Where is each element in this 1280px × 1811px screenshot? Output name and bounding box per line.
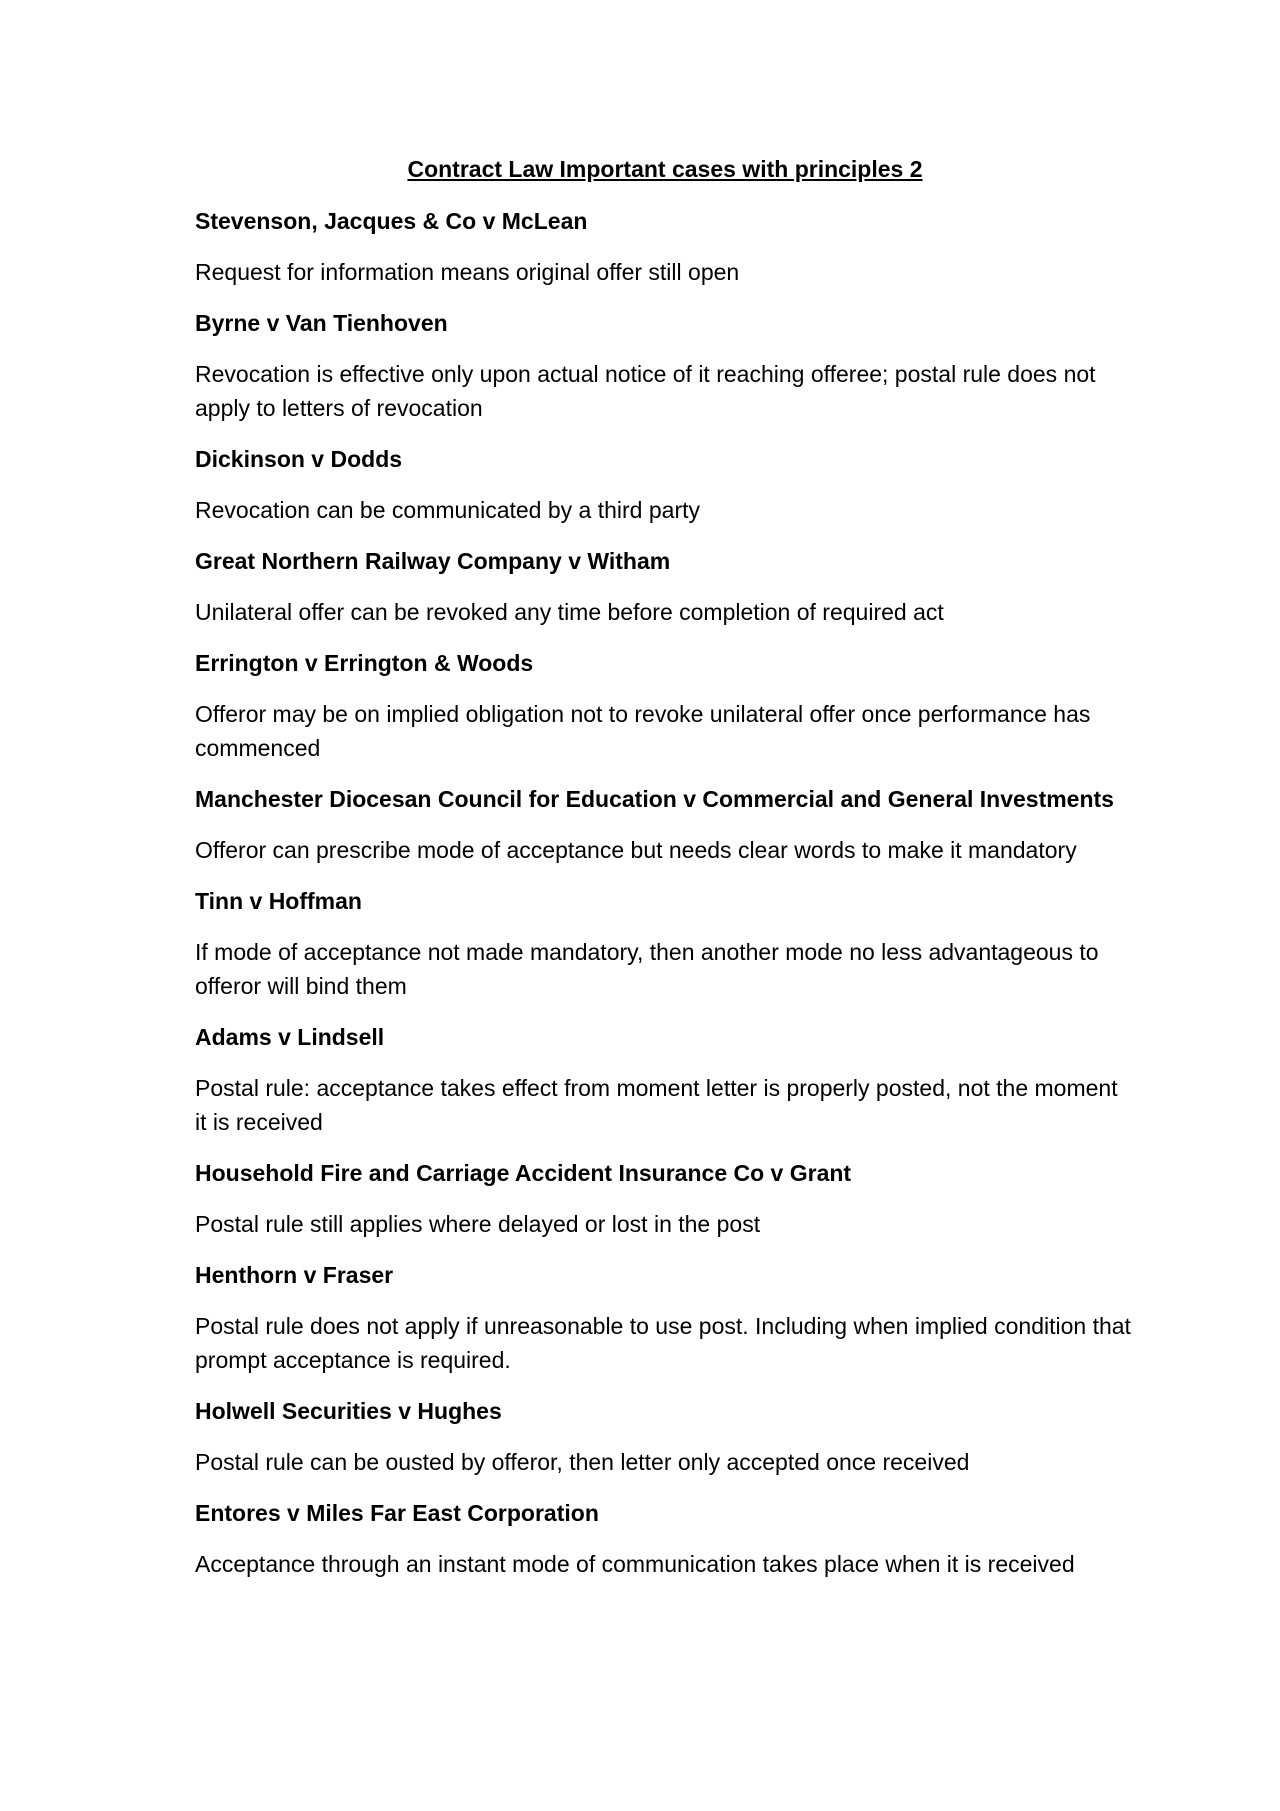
case-principle: Postal rule still applies where delayed or lost in the post	[195, 1211, 761, 1237]
case-entry	[195, 1496, 1135, 1581]
case-entry	[195, 1258, 1135, 1377]
case-name: Adams v Lindsell	[195, 1024, 385, 1050]
case-name: Byrne v Van Tienhoven	[195, 310, 448, 336]
case-name: Great Northern Railway Company v Witham	[195, 548, 671, 574]
case-principle: Revocation can be communicated by a third party	[195, 497, 700, 523]
case-principle: If mode of acceptance not made mandatory, then another mode no less advantageous to offeror will bind them	[195, 939, 1099, 999]
case-entry	[195, 1020, 1135, 1139]
case-principle: Revocation is effective only upon actual notice of it reaching offeree; postal rule does not apply to letters of revocation	[195, 361, 1096, 421]
document-body	[195, 152, 1135, 1598]
case-entry	[195, 646, 1135, 765]
case-name: Dickinson v Dodds	[195, 446, 403, 472]
case-name: Tinn v Hoffman	[195, 888, 362, 914]
document-title: Contract Law Important cases with principles 2	[407, 156, 923, 182]
case-name: Henthorn v Fraser	[195, 1262, 394, 1288]
case-entry	[195, 306, 1135, 425]
case-name: Errington v Errington & Woods	[195, 650, 534, 676]
case-principle: Acceptance through an instant mode of communication takes place when it is received	[195, 1551, 1075, 1577]
case-principle: Offeror may be on implied obligation not to revoke unilateral offer once performance has commenced	[195, 701, 1091, 761]
case-entry	[195, 544, 1135, 629]
case-principle: Request for information means original offer still open	[195, 259, 740, 285]
case-principle: Postal rule can be ousted by offeror, then letter only accepted once received	[195, 1449, 970, 1475]
case-principle: Unilateral offer can be revoked any time before completion of required act	[195, 599, 944, 625]
case-entry	[195, 1156, 1135, 1241]
case-name: Entores v Miles Far East Corporation	[195, 1500, 599, 1526]
case-principle: Offeror can prescribe mode of acceptance but needs clear words to make it mandatory	[195, 837, 1077, 863]
case-name: Household Fire and Carriage Accident Insurance Co v Grant	[195, 1160, 852, 1186]
case-entry	[195, 442, 1135, 527]
case-principle: Postal rule: acceptance takes effect from moment letter is properly posted, not the moment it is received	[195, 1075, 1118, 1135]
case-entry	[195, 204, 1135, 289]
case-name: Holwell Securities v Hughes	[195, 1398, 502, 1424]
case-entry	[195, 782, 1135, 867]
case-principle: Postal rule does not apply if unreasonable to use post. Including when implied condition that prompt acceptance is required.	[195, 1313, 1131, 1373]
case-name: Stevenson, Jacques & Co v McLean	[195, 208, 588, 234]
case-entry	[195, 884, 1135, 1003]
case-name: Manchester Diocesan Council for Education v Commercial and General Investments	[195, 786, 1114, 812]
case-entry	[195, 1394, 1135, 1479]
